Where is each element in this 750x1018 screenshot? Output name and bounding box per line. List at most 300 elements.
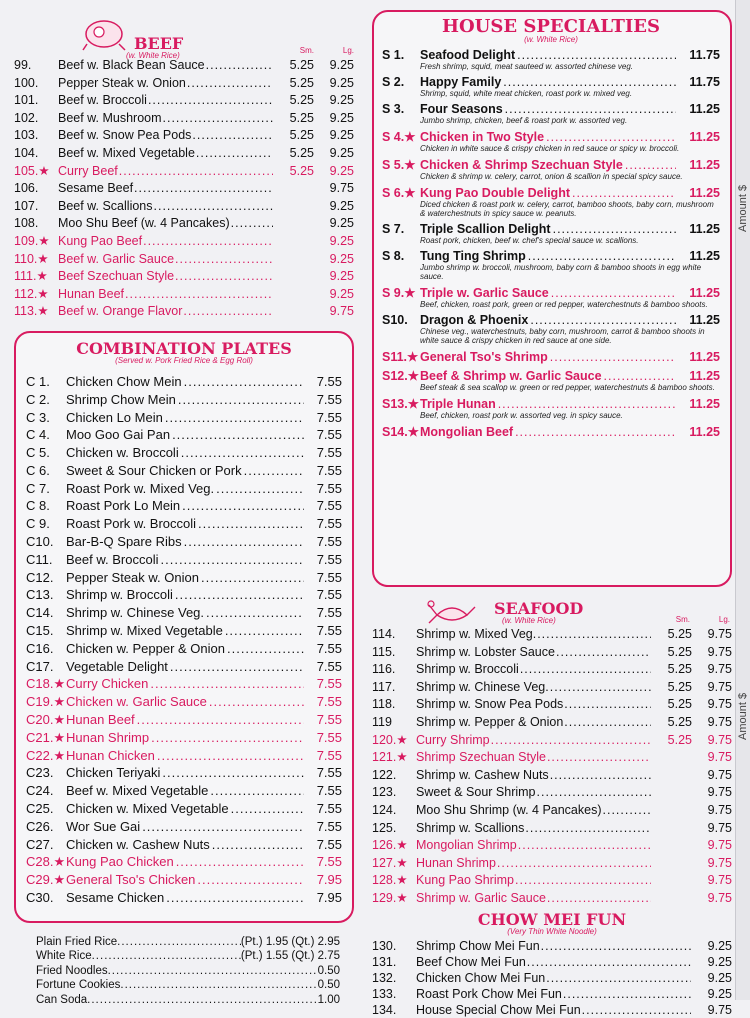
item-name: Shrimp Chow Mei Fun xyxy=(416,938,540,953)
dot-leader xyxy=(564,696,651,714)
item-number: 128.★ xyxy=(372,873,408,888)
combo-price: 7.55 xyxy=(316,480,342,496)
large-price: 9.25 xyxy=(329,216,354,231)
dot-leader xyxy=(162,764,304,782)
combo-item-row xyxy=(26,818,342,836)
specialty-line xyxy=(382,249,720,263)
specialty-line xyxy=(382,424,720,439)
combo-number: C28.★ xyxy=(26,854,66,870)
combo-number: C15. xyxy=(26,623,54,639)
combo-price: 7.55 xyxy=(316,783,342,799)
chowmeifun-item-row xyxy=(372,970,732,986)
item-number: 106. xyxy=(14,181,39,196)
combo-number: C12. xyxy=(26,569,54,585)
combo-name: Moo Goo Gai Pan xyxy=(66,427,171,443)
combo-number: C17. xyxy=(26,658,54,674)
combo-price: 7.55 xyxy=(316,462,342,478)
combo-name: Roast Pork Lo Mein xyxy=(66,498,181,514)
combo-price: 7.55 xyxy=(316,694,342,710)
dot-leader xyxy=(172,426,304,444)
specialty-line xyxy=(382,285,720,300)
combo-item-row xyxy=(26,409,342,427)
combo-name: Chicken Lo Mein xyxy=(66,409,163,425)
large-price: 9.75 xyxy=(707,820,732,835)
combo-price: 7.55 xyxy=(316,712,342,728)
side-price: (Pt.) 1.95 (Qt.) 2.95 xyxy=(240,935,340,948)
dot-leader xyxy=(491,732,651,750)
combo-name: Chicken Teriyaki xyxy=(66,765,161,781)
combo-item-row xyxy=(26,747,342,765)
dot-leader xyxy=(515,872,651,890)
dot-leader xyxy=(125,286,273,304)
combo-number: C 5. xyxy=(26,445,50,461)
left-column xyxy=(14,14,354,1007)
beef-subtitle: (w. White Rice) xyxy=(126,51,180,60)
item-name: Chicken Chow Mei Fun xyxy=(416,970,546,985)
dot-leader xyxy=(182,497,304,515)
combo-item-row xyxy=(26,533,342,551)
small-price: 5.25 xyxy=(289,128,314,143)
specialty-item xyxy=(382,157,720,181)
combo-price: 7.55 xyxy=(316,569,342,585)
specialty-price: 11.75 xyxy=(689,75,720,89)
menu-item-row xyxy=(14,127,354,145)
combo-name: Sweet & Sour Chicken or Pork xyxy=(66,462,242,478)
specialty-code: S14.★ xyxy=(382,425,419,439)
combo-number: C24. xyxy=(26,783,54,799)
dot-leader xyxy=(183,303,273,321)
chowmeifun-item-row xyxy=(372,986,732,1002)
dot-leader xyxy=(227,640,304,658)
combo-number: C11. xyxy=(26,551,53,567)
dot-leader xyxy=(547,749,651,767)
dot-leader xyxy=(210,782,304,800)
specialty-name: Four Seasons xyxy=(420,102,503,116)
combo-item-row xyxy=(26,586,342,604)
specialty-price: 11.25 xyxy=(689,425,720,439)
specialty-line xyxy=(382,313,720,327)
combo-item-row xyxy=(26,426,342,444)
specialty-price: 11.25 xyxy=(689,130,720,144)
combo-subtitle: (Served w. Pork Fried Rice & Egg Roll) xyxy=(115,355,253,365)
specialty-description: Shrimp, squid, white meat chicken, roast pork w. mixed veg. xyxy=(420,89,633,98)
specialty-price: 11.25 xyxy=(689,313,720,327)
amount-label-2: Amount $ xyxy=(737,692,749,740)
large-price: 9.75 xyxy=(707,750,732,765)
large-price: 9.25 xyxy=(329,128,354,143)
combo-number: C13. xyxy=(26,587,54,603)
dot-leader xyxy=(201,569,304,587)
dot-leader xyxy=(546,970,691,986)
dot-leader xyxy=(108,964,318,979)
item-number: 120.★ xyxy=(372,732,408,747)
dot-leader xyxy=(550,767,651,785)
menu-item-row xyxy=(372,872,732,890)
combo-price: 7.55 xyxy=(316,373,342,389)
specialty-name: Happy Family xyxy=(420,75,502,89)
item-name: Mongolian Shrimp xyxy=(416,838,517,853)
dot-leader xyxy=(119,163,273,181)
item-number: 100. xyxy=(14,75,39,90)
specialty-line xyxy=(382,129,720,144)
chowmeifun-title: CHOW MEI FUN xyxy=(477,909,627,929)
large-price: 9.75 xyxy=(329,304,354,319)
specialty-code: S 6.★ xyxy=(382,186,416,200)
menu-item-row xyxy=(372,767,732,785)
combo-price: 7.55 xyxy=(316,818,342,834)
combo-item-row xyxy=(26,569,342,587)
dot-leader xyxy=(187,75,273,93)
item-name: Shrimp w. Garlic Sauce xyxy=(416,890,546,905)
combo-name: General Tso's Chicken xyxy=(66,872,196,888)
combo-name: Kung Pao Chicken xyxy=(66,854,174,870)
combo-name: Chicken Chow Mein xyxy=(66,373,182,389)
side-price: 1.00 xyxy=(317,993,340,1006)
small-price: 5.25 xyxy=(667,679,692,694)
menu-item-row xyxy=(372,732,732,750)
specialty-name: Mongolian Beef xyxy=(420,425,514,439)
dot-leader xyxy=(244,462,304,480)
specialty-item xyxy=(382,368,720,392)
specialty-line xyxy=(382,349,720,364)
menu-item-row xyxy=(372,820,732,838)
item-name: Beef w. Mixed Vegetable xyxy=(58,145,195,160)
large-price: 9.25 xyxy=(329,75,354,90)
chowmeifun-item-row xyxy=(372,954,732,970)
combo-price: 7.55 xyxy=(316,765,342,781)
specialty-description: Beef, chicken, roast pork w. assorted veg. in spicy sauce. xyxy=(420,411,623,420)
dot-leader xyxy=(515,425,676,439)
specialty-name: Chicken in Two Style xyxy=(420,130,545,144)
dot-leader xyxy=(142,818,304,836)
combo-item-row xyxy=(26,853,342,871)
specialty-line xyxy=(382,102,720,116)
item-price: 9.25 xyxy=(707,954,732,969)
combo-item-row xyxy=(26,836,342,854)
dot-leader xyxy=(547,890,651,908)
item-name: Beef Chow Mei Fun xyxy=(416,954,526,969)
large-price: 9.25 xyxy=(329,145,354,160)
dot-leader xyxy=(192,127,273,145)
item-number: 112.★ xyxy=(14,286,49,301)
combo-item-row xyxy=(26,693,342,711)
dot-leader xyxy=(553,222,676,236)
small-price: 5.25 xyxy=(667,714,692,729)
dot-leader xyxy=(216,480,304,498)
combo-name: Chicken w. Mixed Vegetable xyxy=(66,801,229,817)
dot-leader xyxy=(170,658,304,676)
dot-leader xyxy=(178,391,304,409)
combo-number: C19.★ xyxy=(26,694,66,710)
combo-item-row xyxy=(26,497,342,515)
dot-leader xyxy=(530,313,676,327)
item-number: 125. xyxy=(372,820,397,835)
combo-number: C26. xyxy=(26,818,54,834)
combo-price: 7.55 xyxy=(316,498,342,514)
house-title: HOUSE SPECIALTIES xyxy=(441,16,661,37)
item-number: 130. xyxy=(372,938,397,953)
combo-item-row xyxy=(26,391,342,409)
item-number: 105.★ xyxy=(14,163,50,178)
specialty-price: 11.25 xyxy=(689,222,720,236)
specialty-item xyxy=(382,313,720,345)
combo-price: 7.55 xyxy=(316,605,342,621)
dot-leader xyxy=(206,57,273,75)
small-price: 5.25 xyxy=(289,58,314,72)
item-name: Shrimp w. Mixed Veg. xyxy=(416,627,537,641)
menu-item-row xyxy=(14,57,354,75)
combo-price: 7.55 xyxy=(316,801,342,817)
combo-number: C27. xyxy=(26,836,54,852)
menu-item-row xyxy=(14,268,354,286)
item-name: Shrimp w. Lobster Sauce xyxy=(416,644,555,659)
combo-name: Shrimp Chow Mein xyxy=(66,391,176,407)
menu-item-row xyxy=(372,661,732,679)
dot-leader xyxy=(117,935,241,950)
large-price: 9.25 xyxy=(329,110,354,125)
side-name: Fried Noodles xyxy=(36,964,108,977)
combo-name: Chicken w. Pepper & Onion xyxy=(66,640,225,656)
large-price: 9.75 xyxy=(707,838,732,853)
combo-name: Wor Sue Gai xyxy=(66,818,141,834)
combo-number: C21.★ xyxy=(26,729,66,745)
combo-name: Curry Chicken xyxy=(66,676,149,692)
amount-label-1: Amount $ xyxy=(737,184,749,232)
combo-number: C 4. xyxy=(26,427,50,443)
combo-name: Beef w. Mixed Vegetable xyxy=(66,783,209,799)
specialty-name: Triple Hunan xyxy=(420,397,496,411)
specialty-line xyxy=(382,222,720,236)
dot-leader xyxy=(572,186,676,200)
specialty-code: S 8. xyxy=(382,249,405,263)
combo-name: Chicken w. Cashew Nuts xyxy=(66,836,210,852)
dot-leader xyxy=(184,373,304,391)
combo-item-row xyxy=(26,551,342,569)
dot-leader xyxy=(541,938,691,954)
item-name: Beef w. Black Bean Sauce xyxy=(58,58,205,72)
large-price: 9.75 xyxy=(707,767,732,782)
large-price: 9.75 xyxy=(707,697,732,712)
specialty-name: Chicken & Shrimp Szechuan Style xyxy=(420,158,623,172)
specialty-code: S 1. xyxy=(382,48,405,62)
specialty-line xyxy=(382,48,720,62)
dot-leader xyxy=(517,48,676,62)
seafood-title: SEAFOOD xyxy=(494,599,584,618)
specialty-name: Seafood Delight xyxy=(420,48,516,62)
dot-leader xyxy=(225,622,304,640)
combo-number: C18.★ xyxy=(26,676,66,692)
dot-leader xyxy=(184,533,304,551)
combo-item-row xyxy=(26,729,342,747)
large-price: 9.25 xyxy=(329,163,354,178)
menu-item-row xyxy=(14,215,354,233)
item-name: Moo Shu Shrimp (w. 4 Pancakes) xyxy=(416,802,602,817)
menu-item-row xyxy=(14,180,354,198)
specialty-price: 11.25 xyxy=(689,286,720,300)
item-name: Curry Beef xyxy=(58,163,118,178)
combo-name: Bar-B-Q Spare Ribs xyxy=(66,534,182,550)
item-number: 107. xyxy=(14,198,39,213)
combo-name: Hunan Chicken xyxy=(66,747,155,763)
combo-item-row xyxy=(26,675,342,693)
item-name: Shrimp Szechuan Style xyxy=(416,750,546,765)
item-price: 9.75 xyxy=(707,1002,732,1017)
combo-item-row xyxy=(26,444,342,462)
item-name: Beef Szechuan Style xyxy=(58,269,175,284)
menu-item-row xyxy=(372,855,732,873)
dot-leader xyxy=(176,853,304,871)
combo-price: 7.55 xyxy=(316,391,342,407)
item-name: Moo Shu Beef (w. 4 Pancakes) xyxy=(58,216,230,231)
dot-leader xyxy=(563,986,691,1002)
chowmeifun-subtitle: (Very Thin White Noodle) xyxy=(507,926,597,936)
dot-leader xyxy=(604,369,676,383)
item-number: 116. xyxy=(372,662,396,677)
large-price: 9.75 xyxy=(707,714,732,729)
specialty-item xyxy=(382,185,720,218)
specialty-code: S 3. xyxy=(382,102,405,116)
item-name: Hunan Beef xyxy=(58,286,125,301)
specialty-line xyxy=(382,396,720,411)
dot-leader xyxy=(143,233,273,251)
side-name: Fortune Cookies xyxy=(36,979,121,992)
combo-price: 7.55 xyxy=(316,409,342,425)
small-price: 5.25 xyxy=(667,697,692,712)
combo-name: Roast Pork w. Mixed Veg. xyxy=(66,480,215,496)
side-item-row xyxy=(36,949,340,964)
small-price: 5.25 xyxy=(667,627,692,641)
specialty-code: S10. xyxy=(382,313,408,327)
combo-item-row xyxy=(26,373,342,391)
large-price: 9.25 xyxy=(329,269,354,284)
specialty-description: Roast pork, chicken, beef w. chef's special sauce w. scallions. xyxy=(420,236,639,245)
seafood-section xyxy=(372,599,732,908)
specialty-name: Tung Ting Shrimp xyxy=(420,249,526,263)
large-price: 9.75 xyxy=(707,802,732,817)
dot-leader xyxy=(564,714,651,732)
specialty-item xyxy=(382,48,720,71)
dot-leader xyxy=(181,444,304,462)
combo-number: C 2. xyxy=(26,391,50,407)
specialty-line xyxy=(382,185,720,200)
specialty-item xyxy=(382,424,720,439)
combo-item-row xyxy=(26,604,342,622)
large-price: 9.75 xyxy=(707,873,732,888)
item-name: Kung Pao Beef xyxy=(58,233,143,248)
seafood-col-lg: Lg. xyxy=(718,615,730,624)
side-price: 0.50 xyxy=(317,979,340,992)
item-name: Beef w. Orange Flavor xyxy=(58,304,183,319)
menu-item-row xyxy=(14,286,354,304)
specialty-price: 11.25 xyxy=(689,186,720,200)
combo-item-row xyxy=(26,622,342,640)
combo-name: Shrimp w. Chinese Veg. xyxy=(66,605,205,621)
dot-leader xyxy=(198,515,304,533)
sides-list xyxy=(36,935,340,1008)
specialty-description: Fresh shrimp, squid, meat sauteed w. assorted chinese veg. xyxy=(420,62,633,71)
menu-item-row xyxy=(372,696,732,714)
combo-name: Roast Pork w. Broccoli xyxy=(66,516,197,532)
dot-leader xyxy=(551,286,676,300)
specialty-item xyxy=(382,249,720,281)
menu-item-row xyxy=(14,303,354,321)
dot-leader xyxy=(527,954,691,970)
item-name: Shrimp w. Scallions xyxy=(416,820,525,835)
combo-number: C30. xyxy=(26,890,54,906)
specialty-price: 11.25 xyxy=(689,102,720,116)
item-number: 115. xyxy=(372,644,396,659)
combo-name: Shrimp w. Broccoli xyxy=(66,587,173,603)
item-name: Hunan Shrimp xyxy=(416,855,496,870)
combo-price: 7.55 xyxy=(316,836,342,852)
menu-item-row xyxy=(372,644,732,662)
large-price: 9.25 xyxy=(329,58,354,72)
item-name: Shrimp w. Pepper & Onion xyxy=(416,714,564,729)
combo-name: Pepper Steak w. Onion xyxy=(66,569,199,585)
house-subtitle: (w. White Rice) xyxy=(524,35,578,44)
dot-leader xyxy=(151,729,304,747)
dot-leader xyxy=(498,397,676,411)
specialty-name: Triple Scallion Delight xyxy=(420,222,551,236)
dot-leader xyxy=(503,75,676,89)
item-number: 110.★ xyxy=(14,251,49,266)
dot-leader xyxy=(497,855,651,873)
item-number: 129.★ xyxy=(372,890,408,905)
specialty-code: S 4.★ xyxy=(382,130,416,144)
specialty-item xyxy=(382,102,720,125)
combo-item-row xyxy=(26,782,342,800)
combo-number: C25. xyxy=(26,801,54,817)
item-name: Pepper Steak w. Onion xyxy=(58,75,186,90)
side-item-row xyxy=(36,993,340,1008)
dot-leader xyxy=(537,784,652,802)
specialty-price: 11.25 xyxy=(689,350,720,364)
dot-leader xyxy=(175,251,273,269)
item-number: 111.★ xyxy=(14,269,48,284)
large-price: 9.25 xyxy=(329,198,354,213)
combo-item-row xyxy=(26,480,342,498)
combo-price: 7.55 xyxy=(316,747,342,763)
menu-item-row xyxy=(14,75,354,93)
large-price: 9.75 xyxy=(329,181,354,196)
menu-item-row xyxy=(14,198,354,216)
dot-leader xyxy=(518,837,651,855)
large-price: 9.25 xyxy=(329,93,354,108)
combo-item-row xyxy=(26,711,342,729)
combo-item-row xyxy=(26,640,342,658)
specialty-item xyxy=(382,349,720,364)
beef-col-lg: Lg. xyxy=(342,46,354,55)
combo-price: 7.55 xyxy=(316,854,342,870)
combo-item-row xyxy=(26,800,342,818)
specialty-name: Dragon & Phoenix xyxy=(420,313,529,327)
small-price: 5.25 xyxy=(667,732,692,747)
combo-price: 7.55 xyxy=(316,658,342,674)
specialty-line xyxy=(382,157,720,172)
dot-leader xyxy=(134,180,273,198)
menu-item-row xyxy=(372,802,732,820)
combo-number: C 6. xyxy=(26,462,50,478)
order-form-edge xyxy=(735,0,750,1000)
item-name: Sesame Beef xyxy=(58,181,134,196)
small-price: 5.25 xyxy=(667,662,692,677)
item-number: 123. xyxy=(372,785,397,800)
dot-leader xyxy=(120,978,317,993)
side-name: White Rice xyxy=(36,950,92,963)
combo-number: C16. xyxy=(26,640,54,656)
dot-leader xyxy=(209,693,304,711)
combo-name: Sesame Chicken xyxy=(66,890,165,906)
